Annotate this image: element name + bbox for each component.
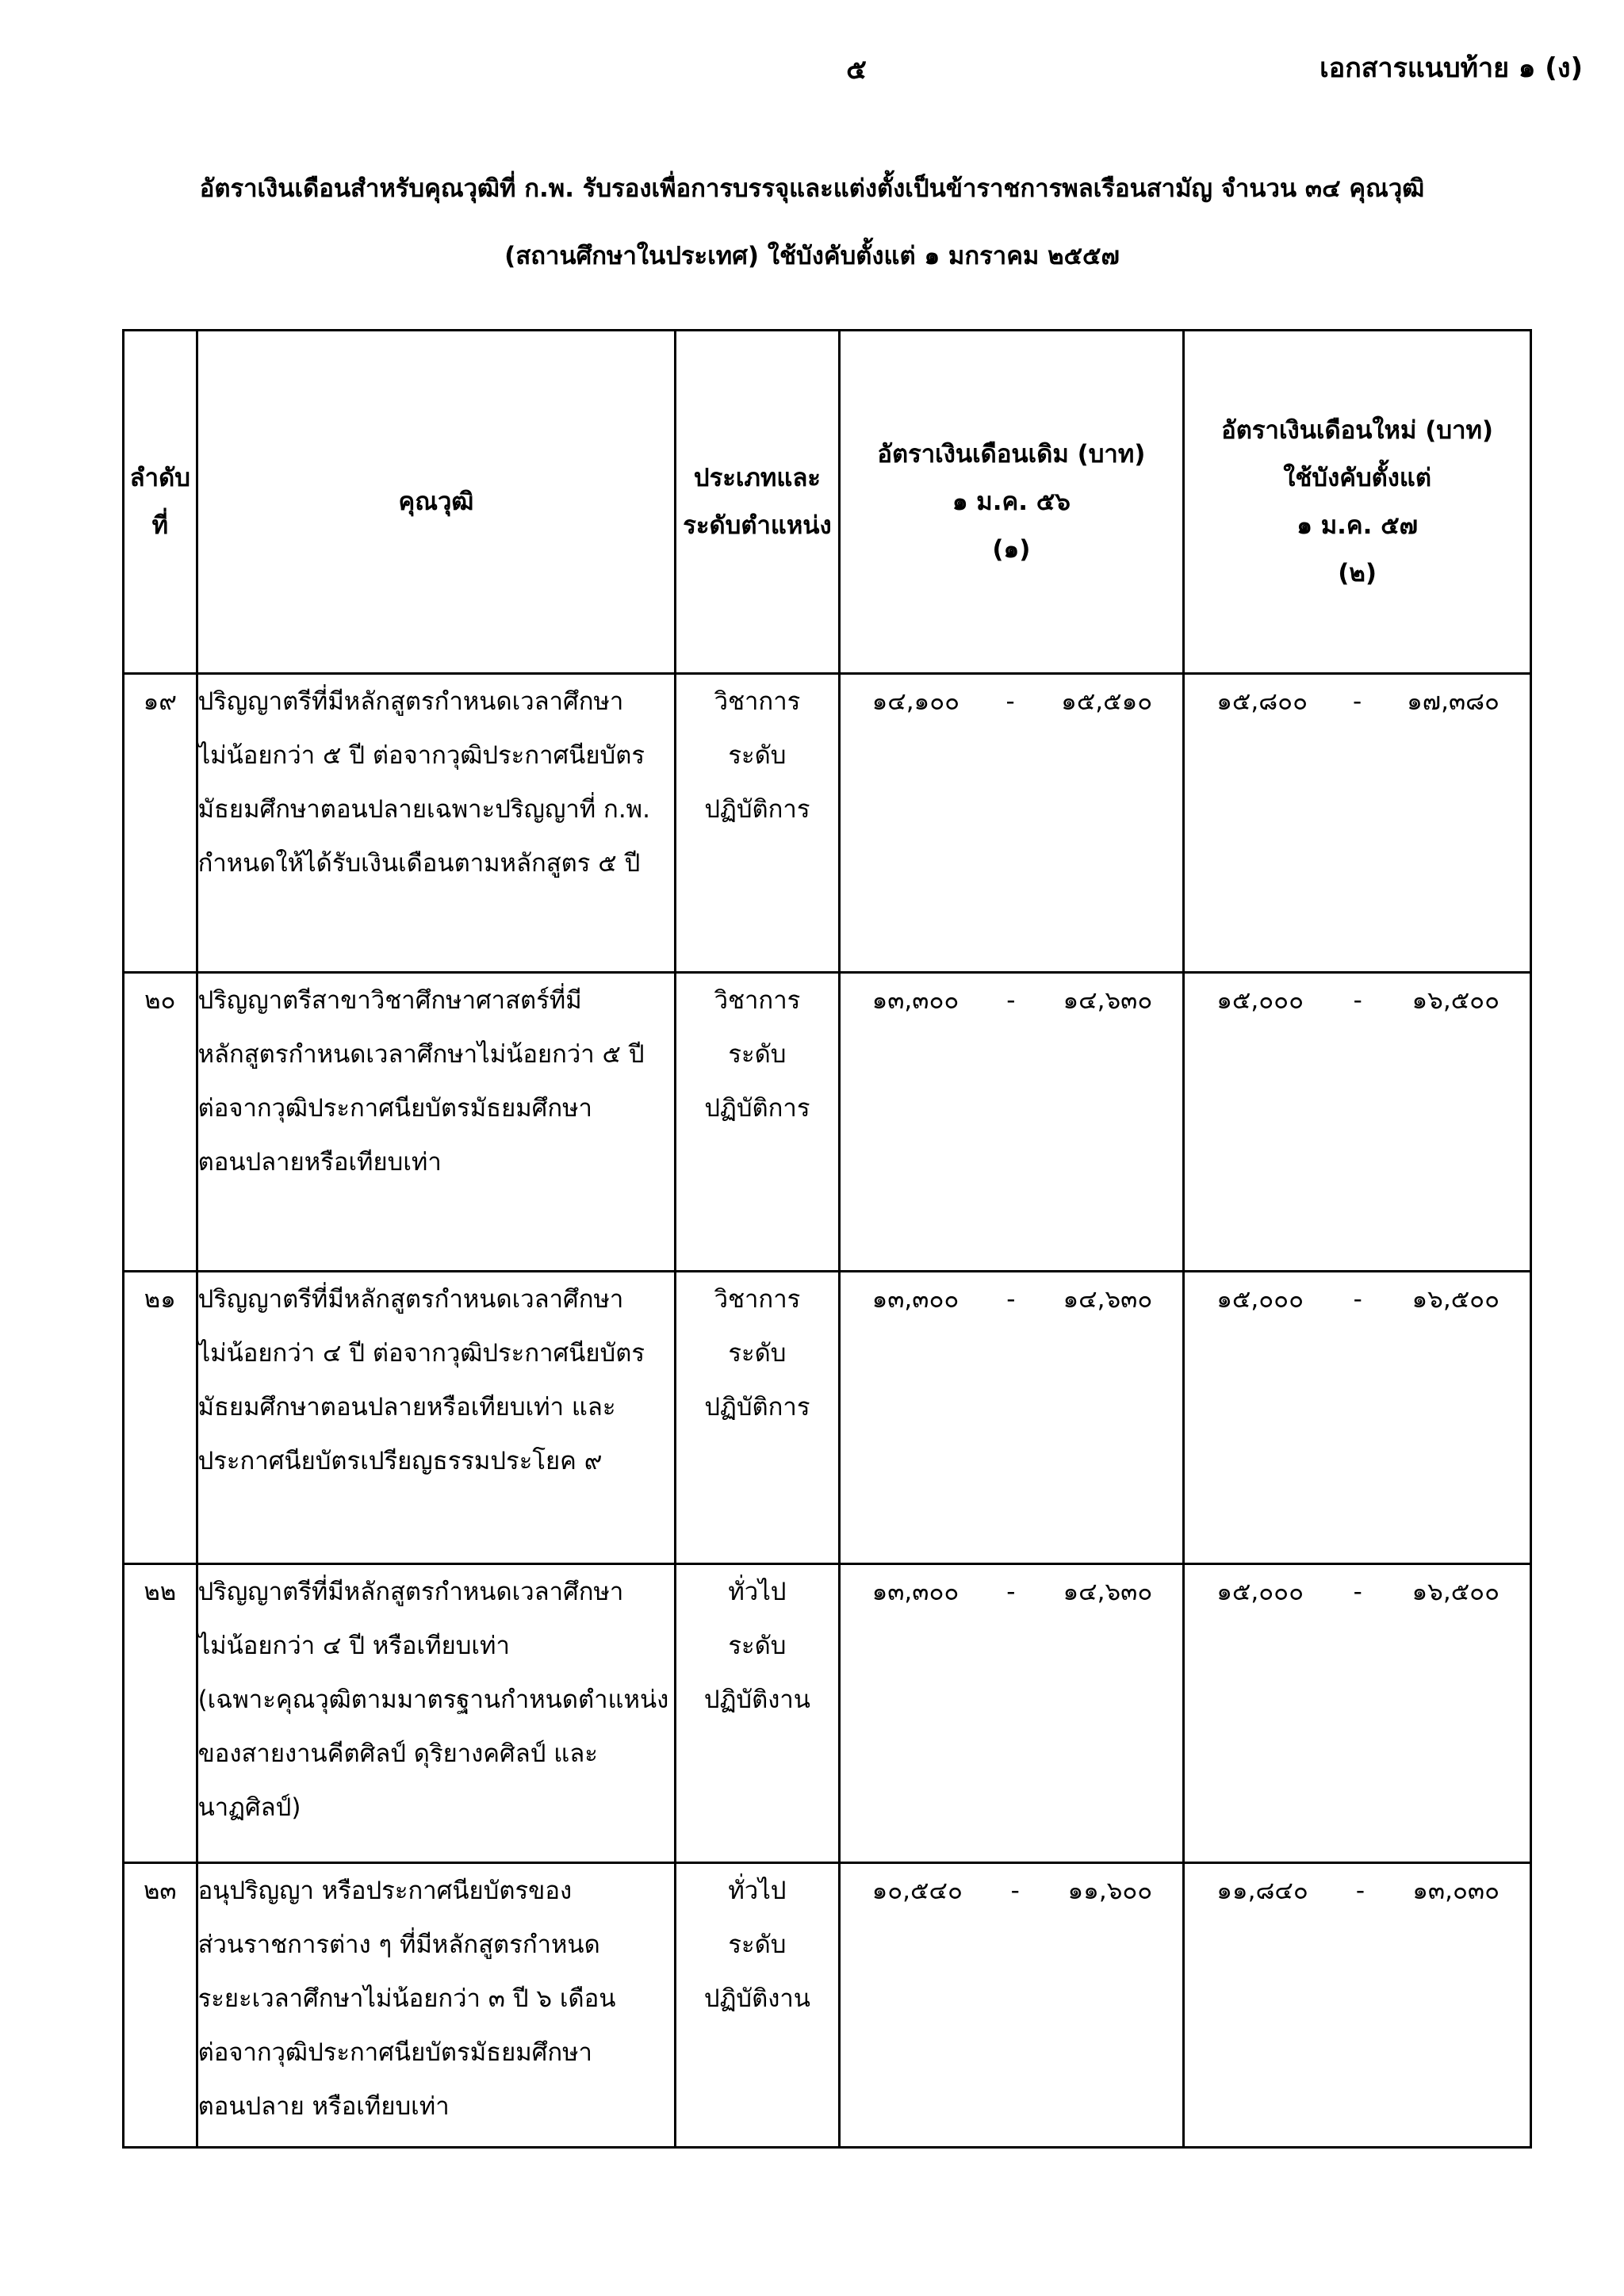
row-qualification: ปริญญาตรีที่มีหลักสูตรกำหนดเวลาศึกษา ไม่น้อยกว่า ๔ ปี ต่อจากวุฒิประกาศนียบัตร มัธยมศึกษาตอนปลายหรือเทียบเท่า และ ประกาศนียบัตรเปรียญธรรมประโยค ๙: [197, 1272, 676, 1564]
row-qualification: ปริญญาตรีสาขาวิชาศึกษาศาสตร์ที่มี หลักสูตรกำหนดเวลาศึกษาไม่น้อยกว่า ๕ ปี ต่อจากวุฒิประกาศนียบัตรมัธยมศึกษา ตอนปลายหรือเทียบเท่า: [197, 973, 676, 1272]
table-row: [124, 1564, 1531, 1863]
row-qualification: ปริญญาตรีที่มีหลักสูตรกำหนดเวลาศึกษา ไม่น้อยกว่า ๔ ปี หรือเทียบเท่า (เฉพาะคุณวุฒิตามมาตรฐานกำหนดตำแหน่ง ของสายงานคีตศิลป์ ดุริยางคศิลป์ และ นาฏศิลป์): [197, 1564, 676, 1863]
row-old-rate: ๑๓,๓๐๐ - ๑๔,๖๓๐: [839, 973, 1184, 1272]
header-new-rate: อัตราเงินเดือนใหม่ (บาท) ใช้บังคับตั้งแต่ ๑ ม.ค. ๕๗ (๒): [1184, 331, 1531, 674]
row-old-rate: ๑๐,๕๔๐ - ๑๑,๖๐๐: [839, 1863, 1184, 2148]
row-qualification: อนุปริญญา หรือประกาศนียบัตรของ ส่วนราชการต่าง ๆ ที่มีหลักสูตรกำหนด ระยะเวลาศึกษาไม่น้อยกว่า ๓ ปี ๖ เดือน ต่อจากวุฒิประกาศนียบัตรมัธยมศึกษา ตอนปลาย หรือเทียบเท่า: [197, 1863, 676, 2148]
attachment-label: เอกสารแนบท้าย ๑ (ง): [1320, 52, 1583, 84]
row-old-rate: ๑๓,๓๐๐ - ๑๔,๖๓๐: [839, 1564, 1184, 1863]
row-number: ๑๙: [124, 674, 197, 973]
table-row: [124, 1863, 1531, 2148]
table-row: [124, 674, 1531, 973]
row-position-type: วิชาการ ระดับ ปฏิบัติการ: [676, 1272, 839, 1564]
row-new-rate: ๑๕,๐๐๐ - ๑๖,๕๐๐: [1184, 973, 1531, 1272]
header-old-rate: อัตราเงินเดือนเดิม (บาท) ๑ ม.ค. ๕๖ (๑): [839, 331, 1184, 674]
row-new-rate: ๑๕,๐๐๐ - ๑๖,๕๐๐: [1184, 1564, 1531, 1863]
row-number: ๒๐: [124, 973, 197, 1272]
row-qualification: ปริญญาตรีที่มีหลักสูตรกำหนดเวลาศึกษา ไม่น้อยกว่า ๕ ปี ต่อจากวุฒิประกาศนียบัตร มัธยมศึกษาตอนปลายเฉพาะปริญญาที่ ก.พ. กำหนดให้ได้รับเงินเดือนตามหลักสูตร ๕ ปี: [197, 674, 676, 973]
row-number: ๒๒: [124, 1564, 197, 1863]
row-old-rate: ๑๔,๑๐๐ - ๑๕,๕๑๐: [839, 674, 1184, 973]
document-subtitle: (สถานศึกษาในประเทศ) ใช้บังคับตั้งแต่ ๑ มกราคม ๒๕๕๗: [504, 242, 1120, 270]
header-type: ประเภทและ ระดับตำแหน่ง: [676, 331, 839, 674]
salary-rate-table: [122, 329, 1532, 2149]
row-position-type: วิชาการ ระดับ ปฏิบัติการ: [676, 973, 839, 1272]
table-row: [124, 973, 1531, 1272]
row-position-type: วิชาการ ระดับ ปฏิบัติการ: [676, 674, 839, 973]
row-position-type: ทั่วไป ระดับ ปฏิบัติงาน: [676, 1863, 839, 2148]
header-no: ลำดับ ที่: [124, 331, 197, 674]
row-old-rate: ๑๓,๓๐๐ - ๑๔,๖๓๐: [839, 1272, 1184, 1564]
page-number: ๕: [846, 54, 867, 86]
row-number: ๒๓: [124, 1863, 197, 2148]
table-header-row: [124, 331, 1531, 674]
row-position-type: ทั่วไป ระดับ ปฏิบัติงาน: [676, 1564, 839, 1863]
table-row: [124, 1272, 1531, 1564]
row-new-rate: ๑๑,๘๔๐ - ๑๓,๐๓๐: [1184, 1863, 1531, 2148]
row-new-rate: ๑๕,๘๐๐ - ๑๗,๓๘๐: [1184, 674, 1531, 973]
document-title: อัตราเงินเดือนสำหรับคุณวุฒิที่ ก.พ. รับรองเพื่อการบรรจุและแต่งตั้งเป็นข้าราชการพลเรือนสามัญ จำนวน ๓๔ คุณวุฒิ: [199, 174, 1425, 203]
row-new-rate: ๑๕,๐๐๐ - ๑๖,๕๐๐: [1184, 1272, 1531, 1564]
row-number: ๒๑: [124, 1272, 197, 1564]
header-qualification: คุณวุฒิ: [197, 331, 676, 674]
